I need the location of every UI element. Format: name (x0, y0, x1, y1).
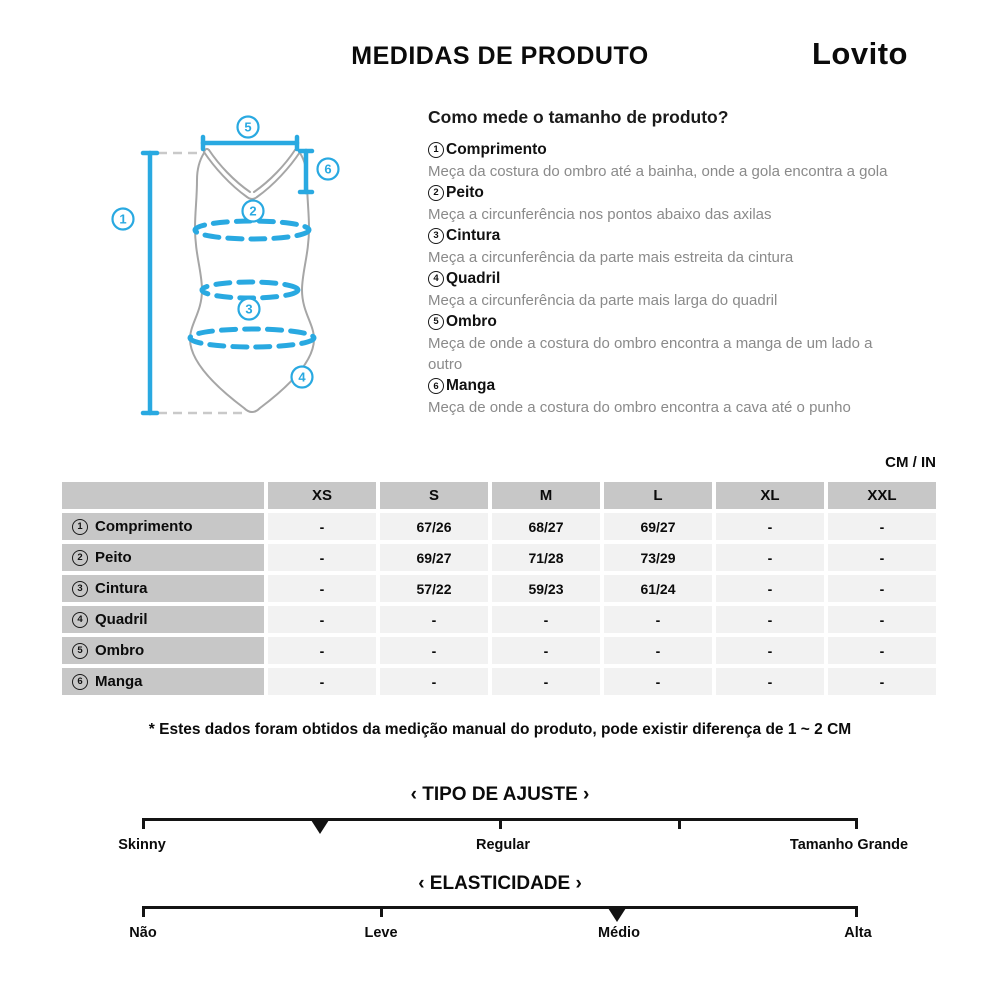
table-value: - (828, 513, 936, 540)
badge-6: 6 (324, 161, 332, 177)
elasticity-scale-title: ‹ ELASTICIDADE › (418, 873, 582, 894)
table-value: - (716, 575, 824, 602)
elasticity-label-alta: Alta (844, 925, 872, 941)
badge-2: 2 (249, 203, 257, 219)
elasticity-scale-line (143, 906, 858, 909)
elasticity-marker-icon (608, 908, 626, 922)
row-label-cintura (62, 575, 264, 602)
row-label-manga (62, 668, 264, 695)
fit-label-tamanho-grande: Tamanho Grande (789, 837, 909, 853)
table-value: - (268, 606, 376, 633)
table-value: - (268, 637, 376, 664)
bust-ellipse (195, 221, 309, 239)
table-value: - (828, 575, 936, 602)
step-number-icon: 3 (428, 228, 444, 244)
badge-4: 4 (298, 369, 306, 385)
table-value: - (716, 544, 824, 571)
guide-heading: Como mede o tamanho de produto? (428, 107, 729, 127)
step-number-icon: 6 (428, 378, 444, 394)
row-label-text: Ombro (95, 642, 145, 659)
fit-marker-icon (311, 820, 329, 834)
step-number-icon: 1 (428, 142, 444, 158)
row-label-peito (62, 544, 264, 571)
elasticity-label-leve: Leve (364, 925, 398, 941)
row-number-icon: 2 (72, 550, 88, 566)
garment-measurement-diagram (100, 100, 420, 440)
unit-label: CM / IN (885, 454, 936, 471)
table-value: - (828, 668, 936, 695)
size-header-xxl: XXL (828, 482, 936, 509)
measurement-note: * Estes dados foram obtidos da medição manual do produto, pode existir diferença de 1 ~ 2 CM (148, 721, 852, 738)
badge-5: 5 (244, 119, 252, 135)
step-label-peito (428, 182, 980, 204)
badge-3: 3 (245, 301, 253, 317)
size-header-m: M (492, 482, 600, 509)
row-number-icon: 5 (72, 643, 88, 659)
step-name: Comprimento (446, 140, 547, 158)
fit-label-regular: Regular (476, 837, 530, 853)
row-number-icon: 1 (72, 519, 88, 535)
table-value: - (828, 606, 936, 633)
table-value: - (604, 606, 712, 633)
table-value: - (492, 606, 600, 633)
elasticity-label-nao: Não (129, 925, 157, 941)
table-value: - (268, 513, 376, 540)
table-value: 69/27 (604, 513, 712, 540)
table-value: 73/29 (604, 544, 712, 571)
step-desc: Meça de onde a costura do ombro encontra a cava até o punho (428, 399, 851, 416)
step-label-quadril (428, 268, 980, 290)
helper-dashed-lines (158, 153, 248, 413)
step-desc: Meça a circunferência da parte mais estreita da cintura (428, 248, 794, 266)
table-value: - (268, 544, 376, 571)
elasticity-scale-tick (380, 906, 383, 917)
waist-ellipse (202, 282, 298, 298)
step-desc: Meça a circunferência nos pontos abaixo das axilas (428, 205, 772, 223)
size-header-l: L (604, 482, 712, 509)
table-value: 61/24 (604, 575, 712, 602)
row-number-icon: 3 (72, 581, 88, 597)
measure-guide (428, 107, 980, 419)
row-label-ombro (62, 637, 264, 664)
step-number-icon: 4 (428, 271, 444, 287)
table-value: 67/26 (380, 513, 488, 540)
step-label-ombro (428, 311, 980, 333)
table-value: - (492, 637, 600, 664)
size-header-s: S (380, 482, 488, 509)
row-label-quadril (62, 606, 264, 633)
table-value: - (492, 668, 600, 695)
table-value: - (380, 606, 488, 633)
row-label-comprimento (62, 513, 264, 540)
table-value: - (604, 637, 712, 664)
table-corner-cell (62, 482, 264, 509)
step-desc: Meça de onde a costura do ombro encontra a manga de um lado a (428, 334, 873, 352)
elasticity-label-medio: Médio (598, 925, 640, 941)
row-label-text: Manga (95, 673, 143, 690)
row-label-text: Quadril (95, 611, 148, 628)
table-value: - (828, 544, 936, 571)
table-value: - (268, 668, 376, 695)
step-desc: Meça da costura do ombro até a bainha, onde a gola encontra a gola (428, 162, 888, 180)
brand-logo: Lovito (812, 36, 908, 71)
fit-scale-tick (678, 818, 681, 829)
table-value: - (380, 637, 488, 664)
size-header-xl: XL (716, 482, 824, 509)
fit-scale-tick (499, 818, 502, 829)
step-name: Manga (446, 377, 496, 395)
table-value: 59/23 (492, 575, 600, 602)
step-label-cintura (428, 225, 980, 247)
table-value: 68/27 (492, 513, 600, 540)
length-measure-line (143, 153, 157, 413)
table-value: - (604, 668, 712, 695)
table-value: - (380, 668, 488, 695)
table-value: - (716, 637, 824, 664)
step-label-manga (428, 376, 980, 398)
fit-scale-title: ‹ TIPO DE AJUSTE › (410, 784, 590, 805)
elasticity-scale-tick (142, 906, 145, 917)
size-table (62, 482, 936, 695)
step-number-icon: 2 (428, 185, 444, 201)
table-value: - (716, 513, 824, 540)
badge-1: 1 (119, 211, 127, 227)
step-desc: Meça a circunferência da parte mais larga do quadril (428, 291, 778, 309)
table-value: 57/22 (380, 575, 488, 602)
row-label-text: Cintura (95, 580, 148, 597)
step-number-icon: 5 (428, 314, 444, 330)
fit-scale-tick (855, 818, 858, 829)
table-value: - (828, 637, 936, 664)
row-label-text: Comprimento (95, 518, 193, 535)
step-name: Peito (446, 183, 484, 201)
row-number-icon: 4 (72, 612, 88, 628)
step-name: Quadril (446, 269, 501, 287)
table-value: - (716, 606, 824, 633)
table-value: 69/27 (380, 544, 488, 571)
table-value: - (268, 575, 376, 602)
step-name: Ombro (446, 312, 497, 330)
shoulder-measure-line (203, 137, 297, 149)
page-title: MEDIDAS DE PRODUTO (351, 42, 649, 70)
step-name: Cintura (446, 226, 501, 244)
girth-ellipses (190, 221, 314, 347)
step-label-comprimento (428, 139, 980, 161)
hip-ellipse (190, 329, 314, 347)
row-number-icon: 6 (72, 674, 88, 690)
fit-scale-tick (142, 818, 145, 829)
table-value: 71/28 (492, 544, 600, 571)
row-label-text: Peito (95, 549, 132, 566)
size-header-xs: XS (268, 482, 376, 509)
elasticity-scale-tick (855, 906, 858, 917)
fit-label-skinny: Skinny (118, 837, 166, 853)
table-value: - (716, 668, 824, 695)
step-desc-continued: outro (428, 356, 463, 373)
